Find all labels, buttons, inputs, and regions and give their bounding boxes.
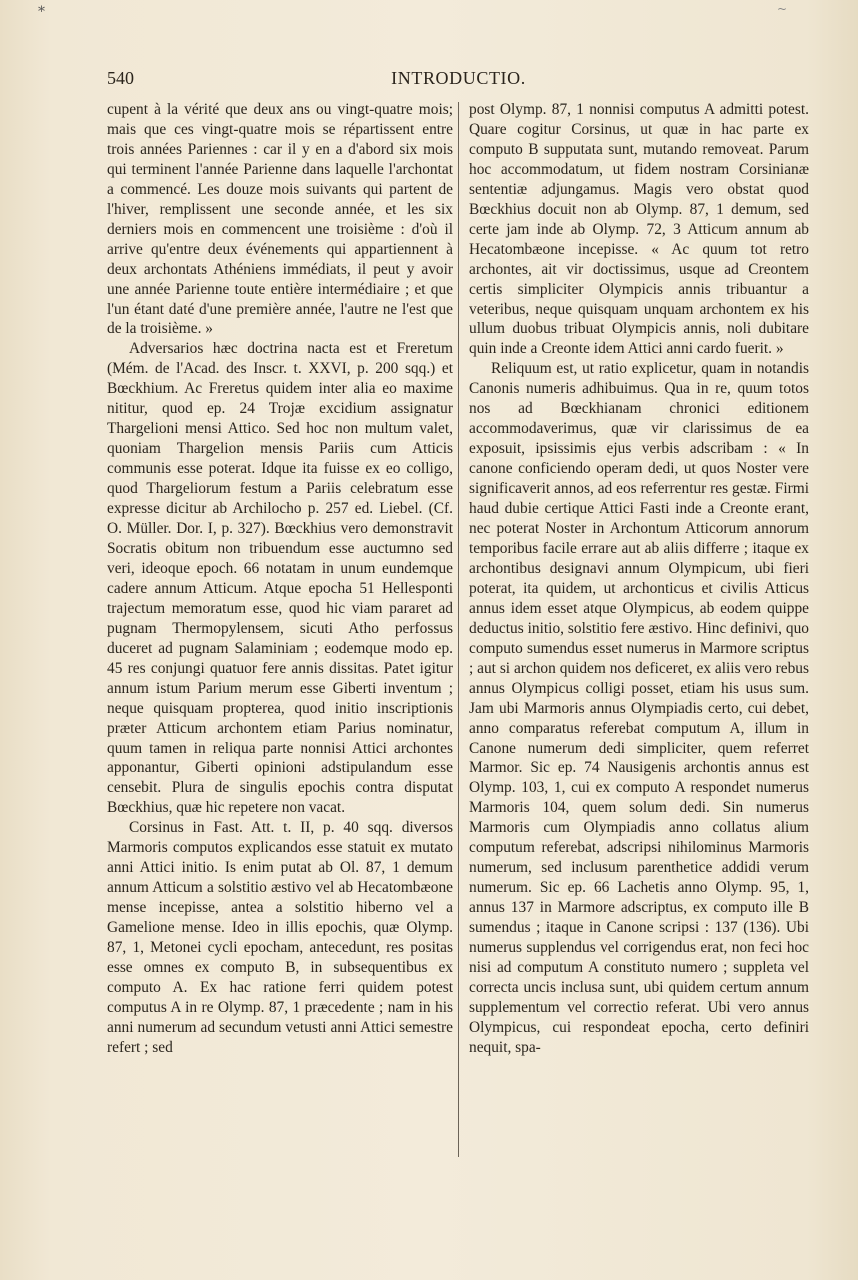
- left-column: [107, 100, 453, 1058]
- paragraph: Reliquum est, ut ratio explicetur, quam in notandis Canonis numeris adhibuimus. Qua in re, quum totos nos ad Bœckhianam chronici editionem accommodaverimus, quæ vir clarissimus de ea exposuit, ipsissimis ejus verbis adscribam : « In canone conficiendo operam dedi, ut quos Noster vere significaverit annos, ad eos referrentur res gestæ. Firmi haud dubie certique Attici Fasti inde a Creonte erant, nec poterat Noster in Archontum Atticorum annorum temporibus facile errare aut ab aliis differre ; itaque ex archontibus designavi annum Olympicum, ubi fieri poterat, ita quidem, ut archonticus et civilis Atticus annus idem esset atque Olympicus, ab eodem quippe deductus initio, solstitio fere æstivo. Hinc definivi, quo computo sumendus esset numerus in Marmore scriptus ; aut si archon quidem nos deficeret, ex aliis vero rebus annus Olympicus colligi posset, etiam his usus sum. Jam ubi Marmoris annus Olympiadis certo, cui debet, anno comparatus referebat computum A, illum in Canone numerum dedi simpliciter, quem referret Marmor. Sic ep. 74 Nausigenis archontis annus est Olymp. 103, 1, cui ex computo A respondet numerus Marmoris 104, quem solum dedi. Sin numerus Marmoris cum Olympiadis anno collatus alium computum referebat, adscripsi nihilominus Marmoris numerum, sed inclusum parenthetice addidi verum numerum. Sic ep. 66 Lachetis anno Olymp. 95, 1, annus 137 in Marmore adscriptus, ex computo ille B sumendus ; itaque in Canone scripsi : 137 (136). Ubi numerus supplendus vel corrigendus erat, non feci hoc nisi ad computum A constituto numero ; suppleta vel correcta uncis inclusa sunt, ubi quidem certum annum supplementum vel correctio referat. Ubi vero annus Olympicus, cui respondeat epocha, certo definiri nequit, spa-: [469, 360, 809, 1056]
- paragraph: Corsinus in Fast. Att. t. II, p. 40 sqq. diversos Marmoris computos explicandos esse statuit ex mutato anni Attici initio. Is enim putat ab Ol. 87, 1 demum annum Atticum a solstitio æstivo vel ab Hecatombæone mense incepisse, antea a solstitio hiberno vel a Gamelione mense. Ideo in illis epochis, quæ Olymp. 87, 1, Metonei cycli epocham, antecedunt, res positas esse omnes ex computo B, in subsequentibus ex computo A. Ex hac ratione ferri quidem potest computus A in re Olymp. 87, 1 præcedente ; nam in his anni numerum ad secundum vetusti anni Attici semestre refert ; sed: [107, 819, 453, 1056]
- printer-mark-left: *: [38, 4, 45, 20]
- column-divider: [458, 102, 459, 1157]
- paragraph: post Olymp. 87, 1 nonnisi computus A admitti potest. Quare cogitur Corsinus, ut quæ in hac parte ex computo B supputata sunt, mutando removeat. Parum hoc accommodatum, ut fidem nostram Corsinianæ sententiæ adjungamus. Magis vero obstat quod Bœckhius docuit non ab Olymp. 87, 1 demum, sed certe jam inde ab Olymp. 72, 3 Atticum annum ab Hecatombæone incepisse. « Ac quum tot retro archontes, ait vir doctissimus, usque ad Creontem certis simpliciter Olympicis annis tribuantur a veteribus, neque quisquam unquam archontem ex his ullum duobus tribuat Olympicis annis, noli dubitare quin inde a Creonte idem Attici anni cardo fuerit. »: [469, 101, 809, 358]
- printer-mark-right: ~: [777, 2, 788, 16]
- paragraph: cupent à la vérité que deux ans ou vingt-quatre mois; mais que ces vingt-quatre mois se répartissent entre trois années Pariennes : car il y en a d'abord six mois qui terminent l'année Parienne dans laquelle l'archontat a commencé. Les douze mois suivants qui partent de l'hiver, remplissent une seconde année, et les six derniers mois en commencent une troisième : d'où il arrive qu'entre deux événements qui appartiennent à deux archontats Athéniens immédiats, il peut y avoir une année Parienne toute entière intermédiaire ; et que l'un étant daté d'une première année, l'autre ne l'est que de la troisième. »: [107, 101, 453, 338]
- right-column: [469, 100, 809, 1058]
- page-header: [107, 68, 810, 94]
- paragraph: Adversarios hæc doctrina nacta est et Freretum (Mém. de l'Acad. des Inscr. t. XXVI, p. 200 sqq.) et Bœckhium. Ac Freretus quidem inter alia eo maxime nititur, quod ep. 24 Trojæ excidium assignatur Thargelioni mensi Attico. Sed hoc non multum valet, quoniam Thargelion mensis Pariis cum Atticis communis esse poterat. Idque ita fuisse ex eo colligo, quod Thargeliorum festum a Pariis celebratum esse expresse dicitur ab Archilocho p. 257 ed. Liebel. (Cf. O. Müller. Dor. I, p. 327). Bœckhius vero demonstravit Socratis obitum non tribuendum esse auctumno sed veri, ideoque epoch. 66 notatam in unum eundemque cadere annum Atticum. Atque epocha 51 Hellesponti trajectum memoratum esse, quod hic viam pararet ad pugnam Thermopylensem, sicuti Atho perfossus duceret ad pugnam Salaminiam ; eodemque modo ep. 45 res conjungi quatuor fere annis dissitas. Patet igitur annum istum Parium merum esse Giberti inventum ; neque quisquam propterea, quod initio inscriptionis præter Atticum archontem etiam Parius nominatur, quum tamen in reliqua parte nonnisi Attici archontes apponantur, Giberti opinioni adstipulandum esse censebit. Plura de singulis epochis contra disputat Bœckhius, quæ hic repetere non vacat.: [107, 340, 453, 817]
- page-number: 540: [107, 68, 134, 88]
- running-head: INTRODUCTIO.: [391, 68, 526, 88]
